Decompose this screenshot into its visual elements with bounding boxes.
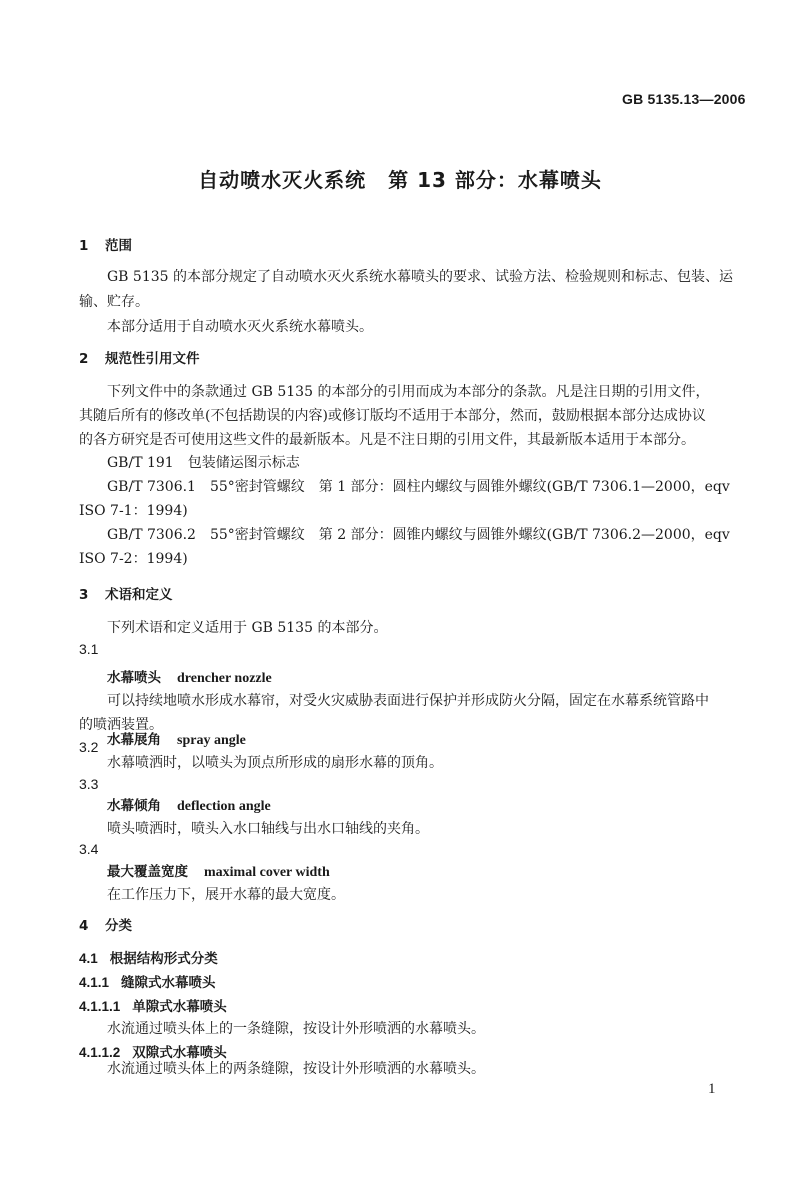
term-definition: 可以持续地喷水形成水幕帘，对受火灾威胁表面进行保护并形成防火分隔，固定在水幕系统管路中 xyxy=(107,693,709,709)
title-part: 第 13 部分：水幕喷头 xyxy=(388,168,602,192)
term-entry: 水幕倾角 deflection angle xyxy=(107,798,271,814)
document-title xyxy=(0,164,800,193)
paragraph-line: 的各方研究是否可使用这些文件的最新版本。凡是不注日期的引用文件，其最新版本适用于本部分。 xyxy=(79,432,695,448)
term-definition: 的喷洒装置。 xyxy=(79,717,163,733)
paragraph-line: 下列文件中的条款通过 GB 5135 的本部分的引用而成为本部分的条款。凡是注日期的引用文件， xyxy=(107,384,710,400)
reference-item: GB/T 7306.2 55°密封管螺纹 第 2 部分：圆锥内螺纹与圆锥外螺纹(GB/T 7306.2—2000，eqv xyxy=(107,527,730,543)
term-definition: 喷头喷洒时，喷头入水口轴线与出水口轴线的夹角。 xyxy=(107,821,429,837)
reference-item-cont: ISO 7-1：1994) xyxy=(79,503,188,519)
paragraph-line: 其随后所有的修改单(不包括勘误的内容)或修订版均不适用于本部分，然而，鼓励根据本部分达成协议 xyxy=(79,408,706,424)
clause-number: 3.2 xyxy=(79,739,99,755)
term-definition: 水幕喷洒时，以喷头为顶点所形成的扇形水幕的顶角。 xyxy=(107,755,443,771)
reference-item: GB/T 191 包装储运图示标志 xyxy=(107,455,300,471)
page-number: 1 xyxy=(708,1081,716,1097)
paragraph-line: 输、贮存。 xyxy=(79,294,149,310)
paragraph: 水流通过喷头体上的一条缝隙，按设计外形喷洒的水幕喷头。 xyxy=(107,1021,485,1037)
subsection-heading: 4.1 根据结构形式分类 xyxy=(79,951,218,967)
subsection-heading: 4.1.1.2 双隙式水幕喷头 xyxy=(79,1045,227,1061)
paragraph: 水流通过喷头体上的两条缝隙，按设计外形喷洒的水幕喷头。 xyxy=(107,1061,485,1077)
term-definition: 在工作压力下，展开水幕的最大宽度。 xyxy=(107,887,345,903)
paragraph-line: GB 5135 的本部分规定了自动喷水灭火系统水幕喷头的要求、试验方法、检验规则和标志、包装、运 xyxy=(107,269,733,285)
clause-number: 3.3 xyxy=(79,776,99,792)
paragraph: 本部分适用于自动喷水灭火系统水幕喷头。 xyxy=(107,319,373,335)
clause-number: 3.1 xyxy=(79,641,99,657)
subsection-heading: 4.1.1.1 单隙式水幕喷头 xyxy=(79,999,227,1015)
reference-item-cont: ISO 7-2：1994) xyxy=(79,551,188,567)
section-heading-3: 3 术语和定义 xyxy=(79,587,173,603)
section-heading-4: 4 分类 xyxy=(79,918,132,934)
section-heading-1: 1 范围 xyxy=(79,238,132,254)
term-entry: 水幕喷头 drencher nozzle xyxy=(107,670,272,686)
subsection-heading: 4.1.1 缝隙式水幕喷头 xyxy=(79,975,216,991)
term-entry: 最大覆盖宽度 maximal cover width xyxy=(107,864,330,880)
paragraph: 下列术语和定义适用于 GB 5135 的本部分。 xyxy=(107,620,388,636)
section-heading-2: 2 规范性引用文件 xyxy=(79,351,200,367)
term-entry: 水幕展角 spray angle xyxy=(107,732,246,748)
standard-number: GB 5135.13—2006 xyxy=(622,91,746,107)
reference-item: GB/T 7306.1 55°密封管螺纹 第 1 部分：圆柱内螺纹与圆锥外螺纹(GB/T 7306.1—2000，eqv xyxy=(107,479,730,495)
clause-number: 3.4 xyxy=(79,841,99,857)
title-main: 自动喷水灭火系统 xyxy=(198,168,367,192)
